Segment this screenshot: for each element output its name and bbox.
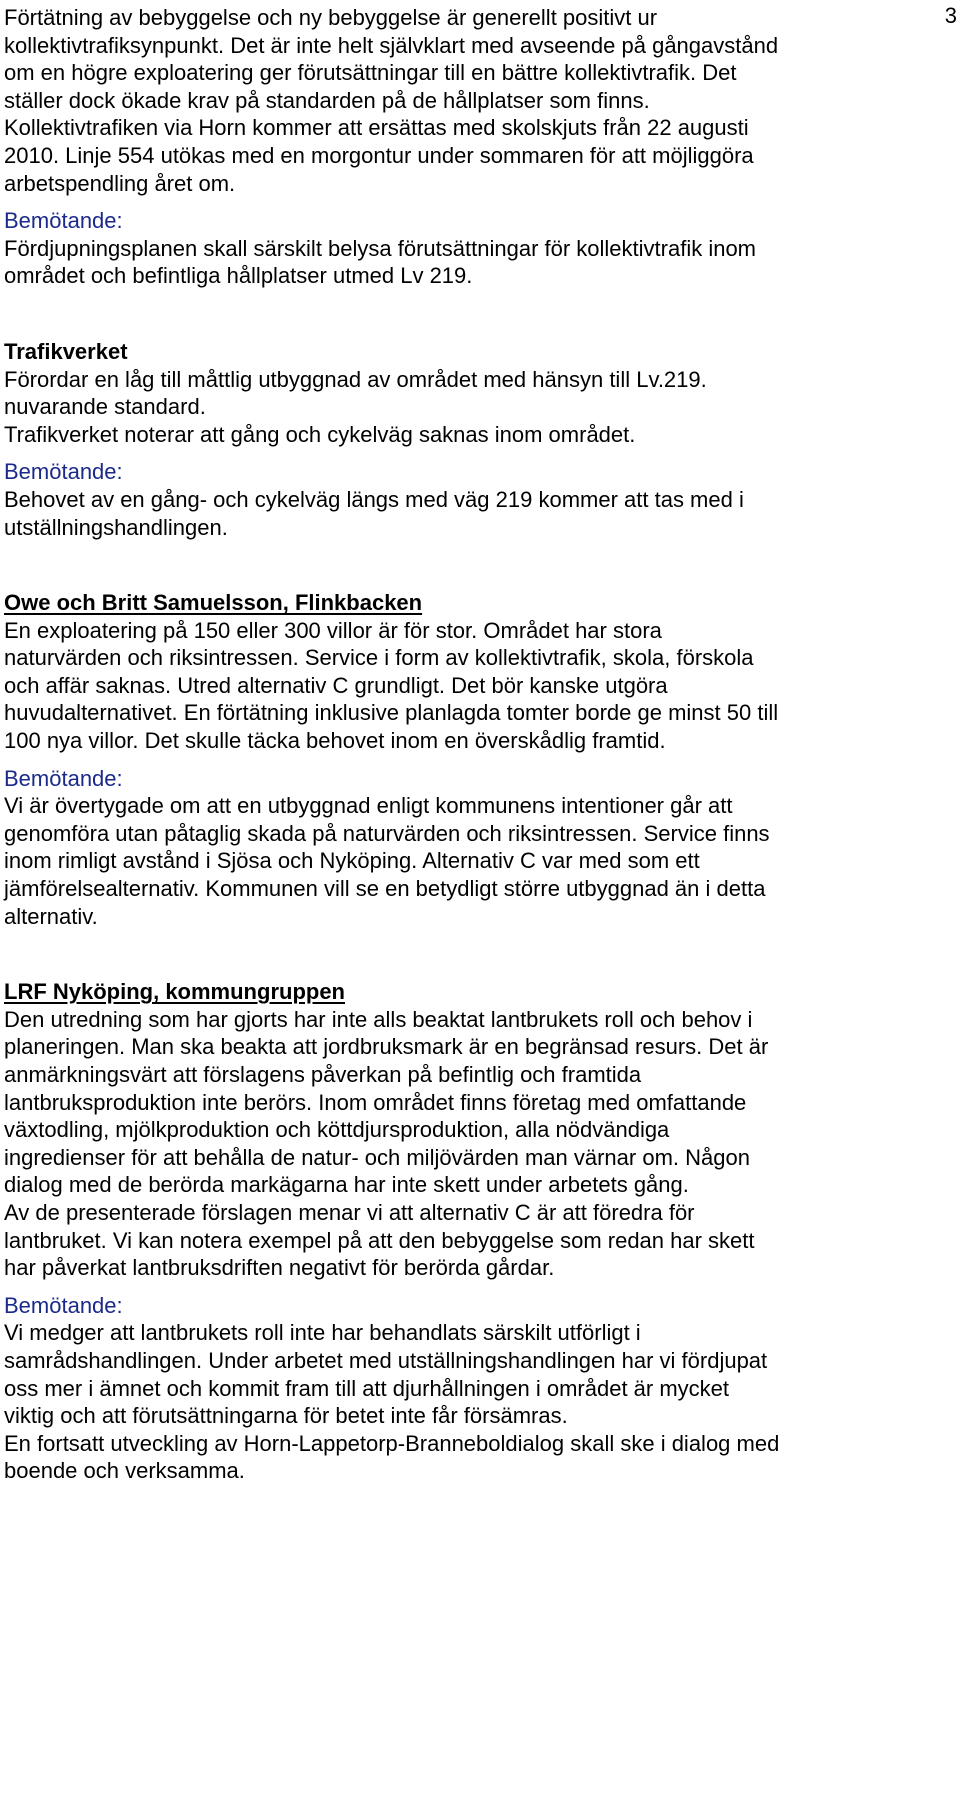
paragraph-line: 2010. Linje 554 utökas med en morgontur under sommaren för att möjliggöra bbox=[4, 142, 754, 168]
response-line: alternativ. bbox=[4, 903, 98, 929]
section-heading: LRF Nyköping, kommungruppen bbox=[4, 979, 345, 1005]
paragraph-line: huvudalternativet. En förtätning inklusive planlagda tomter borde ge minst 50 till bbox=[4, 700, 779, 726]
response-label: Bemötande: bbox=[4, 1292, 123, 1318]
paragraph-line: lantbruket. Vi kan notera exempel på att den bebyggelse som redan har skett bbox=[4, 1227, 755, 1253]
paragraph-line: ingredienser för att behålla de natur- och miljövärden man värnar om. Någon bbox=[4, 1144, 750, 1170]
paragraph-line: och affär saknas. Utred alternativ C grundligt. Det bör kanske utgöra bbox=[4, 672, 668, 698]
response-line: samrådshandlingen. Under arbetet med utställningshandlingen har vi fördjupat bbox=[4, 1347, 768, 1373]
page-number: 3 bbox=[944, 3, 957, 28]
paragraph-line: om en högre exploatering ger förutsättningar till en bättre kollektivtrafik. Det bbox=[4, 60, 737, 86]
section-heading: Trafikverket bbox=[4, 338, 128, 364]
response-line: Behovet av en gång- och cykelväg längs med väg 219 kommer att tas med i bbox=[4, 486, 744, 512]
paragraph-line: lantbruksproduktion inte berörs. Inom området finns företag med omfattande bbox=[4, 1089, 747, 1115]
paragraph-line: Trafikverket noterar att gång och cykelväg saknas inom området. bbox=[4, 421, 636, 447]
response-line: viktig och att förutsättningarna för betet inte får försämras. bbox=[4, 1403, 568, 1429]
response-line: jämförelsealternativ. Kommunen vill se en betydligt större utbyggnad än i detta bbox=[4, 876, 766, 902]
section-heading: Owe och Britt Samuelsson, Flinkbacken bbox=[4, 590, 423, 616]
paragraph-line: Av de presenterade förslagen menar vi att alternativ C är att föredra för bbox=[4, 1199, 695, 1225]
response-label: Bemötande: bbox=[4, 208, 123, 234]
section-trafikverket bbox=[4, 338, 944, 541]
section-samuelsson bbox=[4, 589, 944, 930]
section-lrf bbox=[4, 978, 944, 1485]
paragraph-line: nuvarande standard. bbox=[4, 394, 206, 420]
paragraph-line: Förordar en låg till måttlig utbyggnad av området med hänsyn till Lv.219. bbox=[4, 366, 707, 392]
response-label: Bemötande: bbox=[4, 765, 123, 791]
paragraph-line: anmärkningsvärt att förslagens påverkan på befintlig och framtida bbox=[4, 1062, 642, 1087]
response-line: inom rimligt avstånd i Sjösa och Nyköping. Alternativ C var med som ett bbox=[4, 848, 700, 874]
response-label: Bemötande: bbox=[4, 459, 123, 485]
response-line: oss mer i ämnet och kommit fram till att djurhållningen i området är mycket bbox=[4, 1375, 730, 1401]
paragraph-line: Förtätning av bebyggelse och ny bebyggelse är generellt positivt ur bbox=[4, 5, 658, 30]
response-line: Vi medger att lantbrukets roll inte har behandlats särskilt utförligt i bbox=[4, 1320, 641, 1346]
paragraph-line: dialog med de berörda markägarna har inte skett under arbetets gång. bbox=[4, 1172, 689, 1198]
section-intro bbox=[4, 4, 944, 290]
response-line: Fördjupningsplanen skall särskilt belysa förutsättningar för kollektivtrafik inom bbox=[4, 235, 757, 261]
document-body bbox=[4, 4, 944, 1485]
paragraph-line: En exploatering på 150 eller 300 villor är för stor. Området har stora bbox=[4, 617, 662, 643]
response-line: genomföra utan påtaglig skada på naturvärden och riksintressen. Service finns bbox=[4, 820, 770, 846]
paragraph-line: växtodling, mjölkproduktion och köttdjursproduktion, alla nödvändiga bbox=[4, 1117, 670, 1143]
paragraph-line: planeringen. Man ska beakta att jordbruksmark är en begränsad resurs. Det är bbox=[4, 1034, 769, 1060]
response-line: Vi är övertygade om att en utbyggnad enligt kommunens intentioner går att bbox=[4, 793, 733, 819]
response-line: En fortsatt utveckling av Horn-Lappetorp-Branneboldialog skall ske i dialog med bbox=[4, 1430, 780, 1456]
paragraph-line: 100 nya villor. Det skulle täcka behovet inom en överskådlig framtid. bbox=[4, 728, 666, 754]
response-line: boende och verksamma. bbox=[4, 1458, 245, 1484]
paragraph-line: har påverkat lantbruksdriften negativt för berörda gårdar. bbox=[4, 1255, 555, 1281]
paragraph-line: ställer dock ökade krav på standarden på de hållplatser som finns. bbox=[4, 87, 650, 113]
paragraph-line: arbetspendling året om. bbox=[4, 170, 236, 196]
paragraph-line: kollektivtrafiksynpunkt. Det är inte helt självklart med avseende på gångavstånd bbox=[4, 32, 779, 58]
response-line: området och befintliga hållplatser utmed Lv 219. bbox=[4, 263, 473, 289]
paragraph-line: Den utredning som har gjorts har inte alls beaktat lantbrukets roll och behov i bbox=[4, 1006, 753, 1032]
paragraph-line: Kollektivtrafiken via Horn kommer att ersättas med skolskjuts från 22 augusti bbox=[4, 115, 749, 141]
paragraph-line: naturvärden och riksintressen. Service i form av kollektivtrafik, skola, förskola bbox=[4, 645, 754, 671]
response-line: utställningshandlingen. bbox=[4, 514, 228, 540]
